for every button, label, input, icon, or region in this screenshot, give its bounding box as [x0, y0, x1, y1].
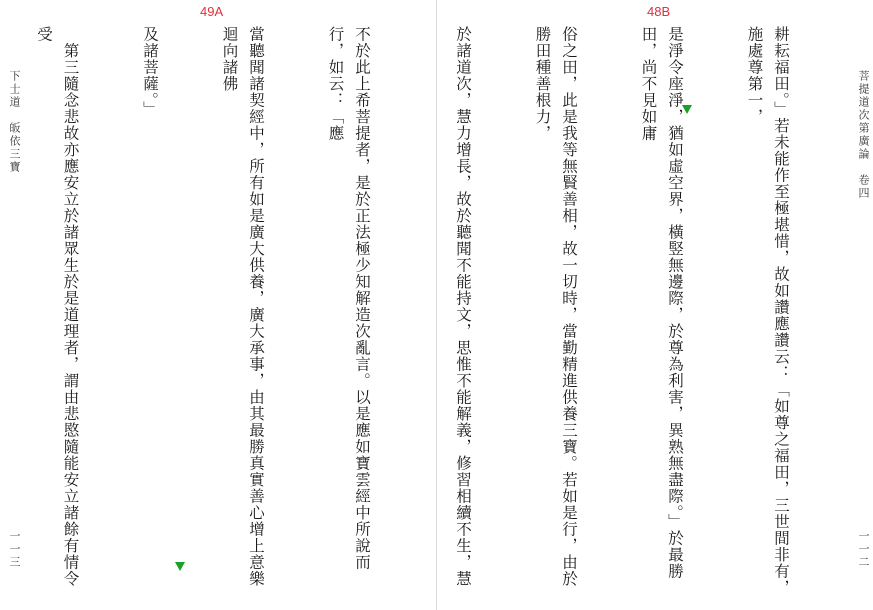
page-label: 48B [647, 4, 671, 19]
right-page [437, 0, 873, 610]
text-column: 及諸菩薩。」 [141, 26, 159, 118]
text-column: 於諸道次，慧力增長，故於聽聞不能持文，思惟不能解義，修習相續不生，慧 [454, 26, 472, 587]
page-number-left: 一一三 [8, 530, 21, 569]
text-column: 當聽聞諸契經中，所有如是廣大供養，廣大承事，由其最勝真實善心增上意樂迴向諸佛 [220, 26, 265, 587]
right-page-text [447, 26, 847, 598]
footer-left-label: 下士道 皈依三寶 [8, 70, 21, 174]
header-right-label: 菩提道次第廣論 卷四 [857, 70, 870, 200]
page-number-right: 一一二 [857, 530, 870, 569]
annotation-marker [175, 562, 185, 571]
left-page-text [28, 26, 428, 598]
text-column: 第三隨念悲故亦應安立於諸眾生於是道理者，謂由悲愍隨能安立諸餘有情令受 [35, 26, 80, 587]
text-column: 俗之田，此是我等無賢善相，故一切時，當勤精進供養三寶。若如是行，由於勝田種善根力， [533, 26, 578, 587]
text-column: 是淨令座淨，猶如虛空界，橫竪無邊際，於尊為利害，異熟無盡際。」於最勝田，尚不見如庸 [639, 26, 684, 580]
page-label: 49A [200, 4, 224, 19]
annotation-marker [682, 105, 692, 114]
left-page [0, 0, 436, 610]
text-column: 不於此上希菩提者，是於正法極少知解造次亂言。以是應如寶雲經中所說而行，如云：「應 [326, 26, 371, 571]
text-column: 耕耘福田。」若未能作至極堪惜，故如讚應讚云：「如尊之福田，三世間非有，施處尊第一， [745, 26, 790, 596]
